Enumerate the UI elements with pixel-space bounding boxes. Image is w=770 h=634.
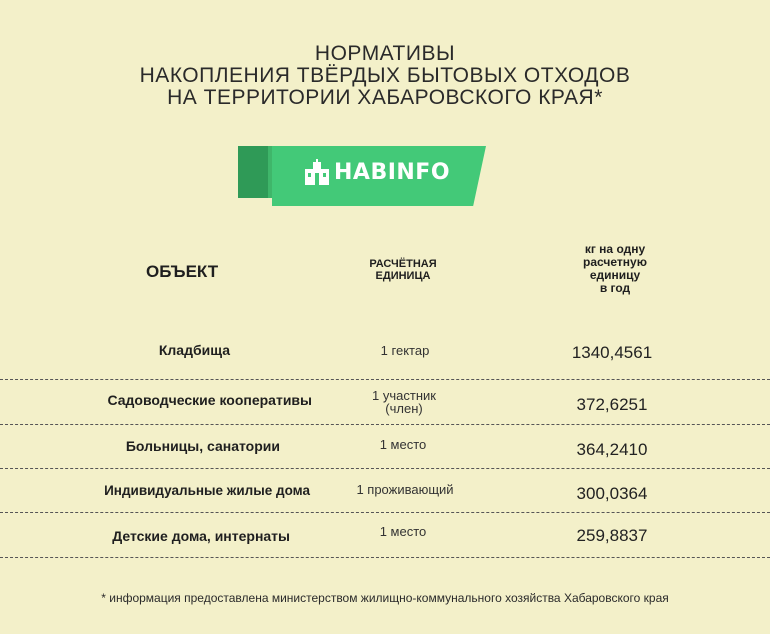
title-line-3: НА ТЕРРИТОРИИ ХАБАРОВСКОГО КРАЯ* (167, 86, 603, 109)
table-row (0, 339, 770, 379)
row-unit-line: 1 гектар (380, 343, 430, 358)
column-header-unit (343, 258, 463, 282)
row-unit (330, 344, 480, 357)
row-unit (330, 483, 480, 496)
table-row (0, 476, 770, 516)
row-object: Садоводческие кооперативы (107, 392, 312, 408)
title-line-2: НАКОПЛЕНИЯ ТВЁРДЫХ БЫТОВЫХ ОТХОДОВ (139, 64, 631, 87)
row-object: Индивидуальные жилые дома (104, 483, 310, 498)
row-divider (0, 557, 770, 558)
row-value: 372,6251 (576, 395, 648, 414)
header-kg-line: расчетную (583, 255, 647, 269)
table-row (0, 385, 770, 425)
header-kg-line: в год (599, 281, 631, 295)
logo-text: HABINFO (334, 160, 451, 185)
table-row (0, 520, 770, 560)
row-value: 300,0364 (576, 484, 648, 503)
row-object: Больницы, санатории (125, 438, 280, 454)
habinfo-logo (238, 146, 488, 208)
title-line-1: НОРМАТИВЫ (314, 42, 456, 65)
footnote: * информация предоставлена министерством жилищно-коммунального хозяйства Хабаровского края (101, 591, 669, 605)
header-kg-line: кг на одну (584, 242, 646, 256)
row-unit (328, 525, 478, 538)
building-icon (302, 159, 332, 189)
header-unit-line: ЕДИНИЦА (375, 270, 431, 282)
header-unit-line: РАСЧЁТНАЯ (369, 258, 437, 270)
row-unit-line: (член) (385, 401, 423, 416)
row-object: Кладбища (158, 342, 230, 358)
row-unit-line: 1 место (379, 524, 427, 539)
row-value: 259,8837 (576, 526, 648, 545)
row-unit-line: 1 проживающий (356, 482, 454, 497)
row-unit-line: 1 место (379, 437, 427, 452)
row-value: 364,2410 (576, 440, 648, 459)
row-object: Детские дома, интернаты (112, 528, 290, 544)
row-unit (328, 438, 478, 451)
page-title (0, 43, 770, 109)
column-header-kg (555, 243, 675, 295)
row-unit-line: 1 участник (372, 388, 436, 403)
row-value: 1340,4561 (571, 343, 653, 362)
row-divider (0, 512, 770, 513)
row-divider (0, 468, 770, 469)
row-unit (329, 389, 479, 415)
header-kg-line: единицу (589, 268, 641, 282)
row-divider (0, 379, 770, 380)
table-row (0, 432, 770, 472)
column-header-object: ОБЪЕКТ (146, 262, 219, 281)
row-divider (0, 424, 770, 425)
